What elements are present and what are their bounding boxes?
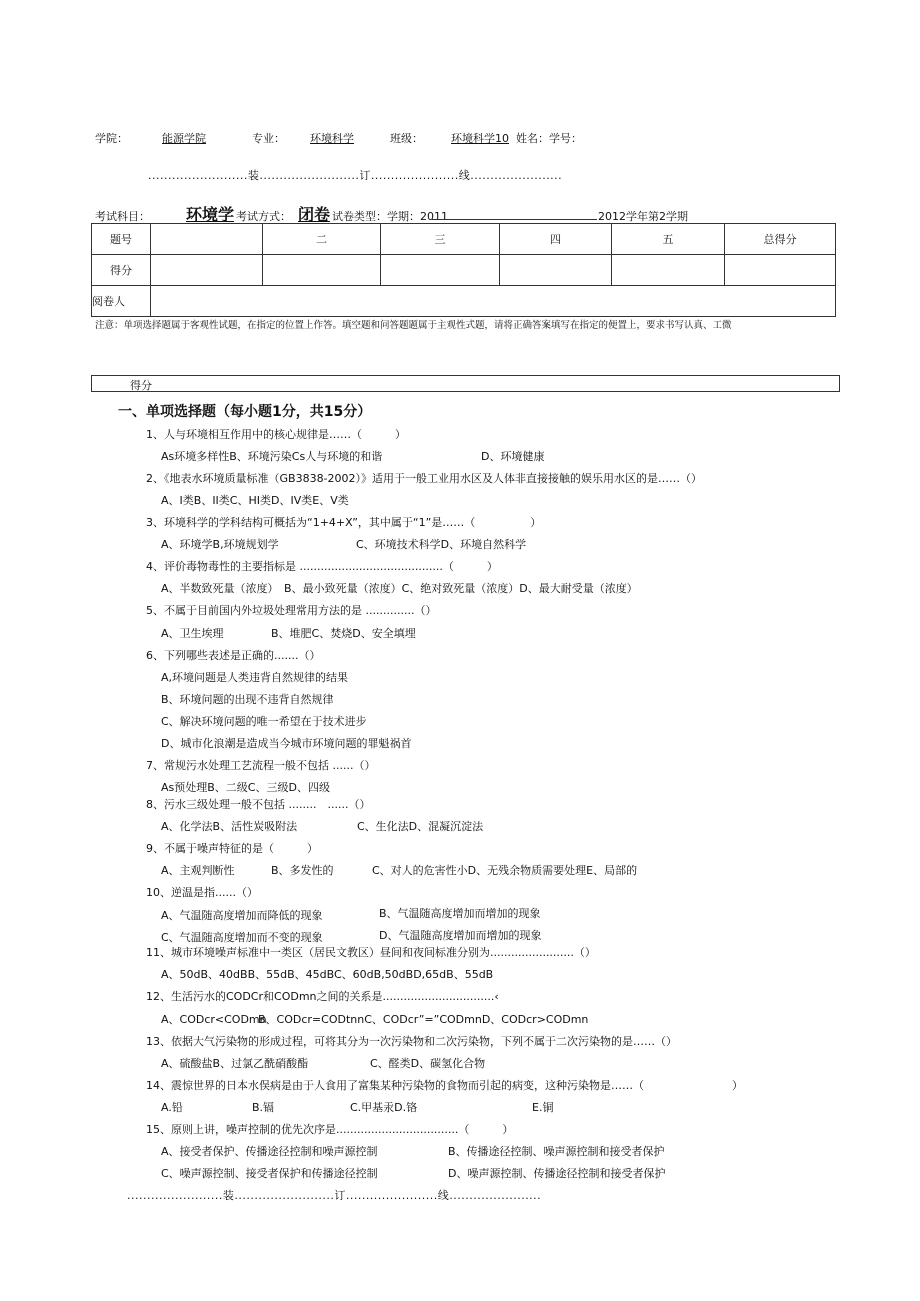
option-text: D、环境健康 <box>481 450 545 463</box>
major-label: 专业： <box>252 132 285 145</box>
option-text: C、气温随高度增加而不变的现象 <box>161 931 323 944</box>
term-underline <box>432 219 597 220</box>
option-text: B、堆肥C、焚烧D、安全填埋 <box>271 627 416 640</box>
section-title: 一、单项选择题（每小题1分，共15分） <box>118 404 372 420</box>
option-text: B、CODcr=CODtnnC、CODcr”=”CODmnD、CODcr>CODmn <box>258 1013 589 1026</box>
name-id-label: 姓名：学号： <box>516 132 582 145</box>
option-text: A、硫酸盐B、过氯乙酰硝酸酯 <box>161 1057 309 1070</box>
option-text: E.铜 <box>532 1101 554 1114</box>
option-text: A、接受者保护、传播途径控制和噪声源控制 <box>161 1145 378 1158</box>
option-text: D、气温随高度增加而增加的现象 <box>379 929 542 942</box>
option-text: A,环境问题是人类违背自然规律的结果 <box>161 671 349 684</box>
college-label: 学院： <box>95 132 128 145</box>
score-cell[interactable] <box>263 255 381 286</box>
subject-label: 考试科目： <box>95 210 150 223</box>
header-cell: 四 <box>500 224 612 255</box>
question-text: 8、污水三级处理一般不包括 ........ ......（） <box>146 798 371 811</box>
row-label: 得分 <box>92 255 151 286</box>
option-text: A、半数致死量（浓度） B、最小致死量（浓度）C、绝对致死量（浓度）D、最大耐受量（浓度） <box>161 582 638 595</box>
question-text: 9、不属于噪声特征的是（ ） <box>146 842 318 855</box>
option-text: B、多发性的 <box>271 864 334 877</box>
score-cell[interactable] <box>725 255 836 286</box>
row-label: 阅卷人 <box>92 286 151 317</box>
score-cell[interactable] <box>381 255 500 286</box>
option-text: A、50dB、40dBB、55dB、45dBC、60dB,50dBD,65dB、55dB <box>161 968 494 981</box>
major-value: 环境科学 <box>310 132 354 145</box>
exam-type-label: 试卷类型：学期：2011 <box>332 210 448 223</box>
method-label: 考试方式： <box>236 210 291 223</box>
header-cell: 二 <box>263 224 381 255</box>
option-text: A、卫生埃理 <box>161 627 224 640</box>
question-text: 13、依据大气污染物的形成过程，可将其分为一次污染物和二次污染物，下列不属于二次污染物的是……（） <box>146 1035 677 1048</box>
option-text: C、生化法D、混凝沉淀法 <box>357 820 484 833</box>
option-text: B.镉 <box>252 1101 275 1114</box>
question-text: 12、生活污水的CODCr和CODmn之间的关系是................................‹ <box>146 990 499 1003</box>
option-text: C、解决环境问题的唯一希望在于技术进步 <box>161 715 367 728</box>
binding-line-top: .........................装.........................订......................线....................... <box>148 169 563 182</box>
subject-value: 环境学 <box>186 205 235 224</box>
table-row <box>92 255 836 286</box>
question-text: 2、《地表水环境质量标准（GB3838-2002）》适用于一般工业用水区及人体非直接接触的娱乐用水区的是……（） <box>146 472 703 485</box>
header-cell <box>151 224 263 255</box>
college-value: 能源学院 <box>162 132 206 145</box>
question-text: 7、常规污水处理工艺流程一般不包括 ......（） <box>146 759 376 772</box>
option-text: C、环境技术科学D、环境自然科学 <box>356 538 527 551</box>
option-text: A、化学法B、活性炭吸附法 <box>161 820 298 833</box>
option-text: B、气温随高度增加而增加的现象 <box>379 907 541 920</box>
header-cell: 五 <box>612 224 725 255</box>
option-text: A、气温随高度增加而降低的现象 <box>161 909 323 922</box>
option-text: C.甲基汞D.铬 <box>350 1101 418 1114</box>
question-text: 3、环境科学的学科结构可概括为“1+4+X”，其中属于“1”是……（ ） <box>146 516 542 529</box>
section-score-label: 得分 <box>130 379 152 392</box>
option-text: A.铅 <box>161 1101 183 1114</box>
method-value: 闭卷 <box>298 205 331 224</box>
question-text: 5、不属于目前国内外垃圾处理常用方法的是 ..............（） <box>146 604 437 617</box>
option-text: B、环境问题的出现不违背自然规律 <box>161 693 334 706</box>
question-text: 15、原则上讲，噪声控制的优先次序是...................................（ ） <box>146 1123 514 1136</box>
exam-note: 注意：单项选择题属于客观性试题，在指定的位置上作答。填空题和问答题题属于主观性式题，请将正确答案填写在指定的便置上，要求书写认真、工微 <box>95 320 732 331</box>
question-text: 1、人与环境相互作用中的核心规律是……（ ） <box>146 428 406 441</box>
option-text: C、噪声源控制、接受者保护和传播途径控制 <box>161 1167 378 1180</box>
score-cell[interactable] <box>500 255 612 286</box>
option-text: B、传播途径控制、噪声源控制和接受者保护 <box>448 1145 665 1158</box>
option-text: A、I类B、II类C、HI类D、IV类E、V类 <box>161 494 349 507</box>
score-table <box>91 223 836 317</box>
question-text: 6、下列哪些表述是正确的.......（） <box>146 649 321 662</box>
binding-line-bottom: ........................装.........................订.......................线....................... <box>127 1189 542 1202</box>
question-text: 10、逆温是指......（） <box>146 886 258 899</box>
option-text: As环境多样性B、环境污染Cs人与环境的和谐 <box>161 450 383 463</box>
grader-cell[interactable] <box>151 286 836 317</box>
header-cell: 三 <box>381 224 500 255</box>
table-row <box>92 224 836 255</box>
option-text: A、CODcr<CODmn <box>161 1013 267 1026</box>
class-label: 班级： <box>390 132 423 145</box>
term-value: 2012学年第2学期 <box>598 210 688 223</box>
option-text: C、醛类D、碳氢化合物 <box>370 1057 486 1070</box>
header-cell: 总得分 <box>725 224 836 255</box>
question-text: 4、评价毒物毒性的主要指标是 .........................................（ ） <box>146 560 498 573</box>
option-text: D、噪声源控制、传播途径控制和接受者保护 <box>448 1167 666 1180</box>
option-text: A、环境学B,环境规划学 <box>161 538 279 551</box>
score-cell[interactable] <box>151 255 263 286</box>
option-text: C、对人的危害性小D、无残余物质需要处理E、局部的 <box>372 864 638 877</box>
table-row <box>92 286 836 317</box>
option-text: D、城市化浪潮是造成当今城市环境问题的罪魁祸首 <box>161 737 412 750</box>
class-value: 环境科学10 <box>451 132 509 145</box>
header-cell: 题号 <box>92 224 151 255</box>
option-text: As预处理B、二级C、三级D、四级 <box>161 781 330 794</box>
option-text: A、主观判断性 <box>161 864 235 877</box>
section-score-box <box>91 375 840 392</box>
question-text: 14、震惊世界的日本水俣病是由于人食用了富集某种污染物的食物而引起的病变，这种污染物是……（ ） <box>146 1079 743 1092</box>
question-text: 11、城市环境噪声标准中一类区（居民文教区）昼间和夜间标准分别为........................（） <box>146 946 596 959</box>
score-cell[interactable] <box>612 255 725 286</box>
